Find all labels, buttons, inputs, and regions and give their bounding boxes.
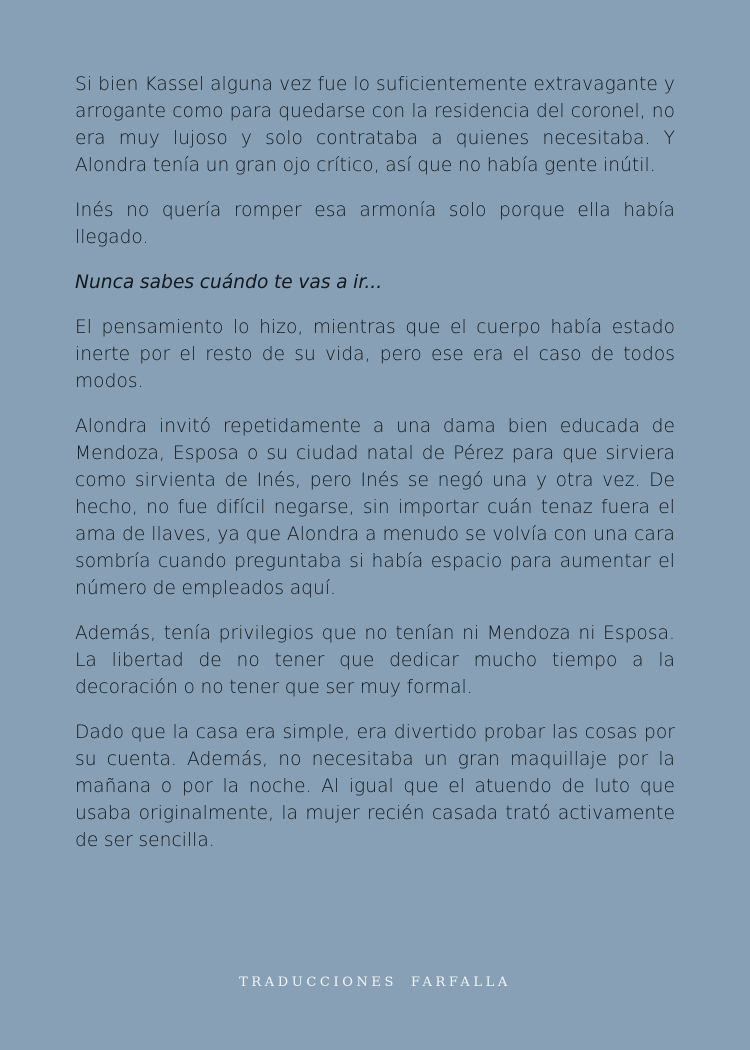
footer-word-traducciones: TRADUCCIONES [239,975,398,990]
paragraph-2: Inés no quería romper esa armonía solo porque ella había llegado. [75,200,675,248]
document-body [75,71,675,872]
paragraph-7: Dado que la casa era simple, era divertido probar las cosas por su cuenta. Además, no necesitaba un gran maquillaje por la mañana o por la noche. Al igual que el atuendo de luto que usaba originalmente, la mujer recién casada trató activamente de ser sencilla. [75,722,675,851]
page-footer [0,975,750,990]
paragraph-6: Además, tenía privilegios que no tenían ni Mendoza ni Esposa. La libertad de no tener que dedicar mucho tiempo a la decoración o no tener que ser muy formal. [75,623,675,698]
paragraph-5: Alondra invitó repetidamente a una dama bien educada de Mendoza, Esposa o su ciudad natal de Pérez para que sirviera como sirvienta de Inés, pero Inés se negó una y otra vez. De hecho, no fue difícil negarse, sin importar cuán tenaz fuera el ama de llaves, ya que Alondra a menudo se volvía con una cara sombría cuando preguntaba si había espacio para aumentar el número de empleados aquí. [75,416,675,599]
paragraph-1: Si bien Kassel alguna vez fue lo suficientemente extravagante y arrogante como para quedarse con la residencia del coronel, no era muy lujoso y solo contrataba a quienes necesitaba. Y Alondra tenía un gran ojo crítico, así que no había gente inútil. [75,74,675,176]
paragraph-3-italic-thought: Nunca sabes cuándo te vas a ir... [75,272,383,293]
footer-word-farfalla: FARFALLA [411,975,511,990]
paragraph-4: El pensamiento lo hizo, mientras que el cuerpo había estado inerte por el resto de su vida, pero ese era el caso de todos modos. [75,317,675,392]
